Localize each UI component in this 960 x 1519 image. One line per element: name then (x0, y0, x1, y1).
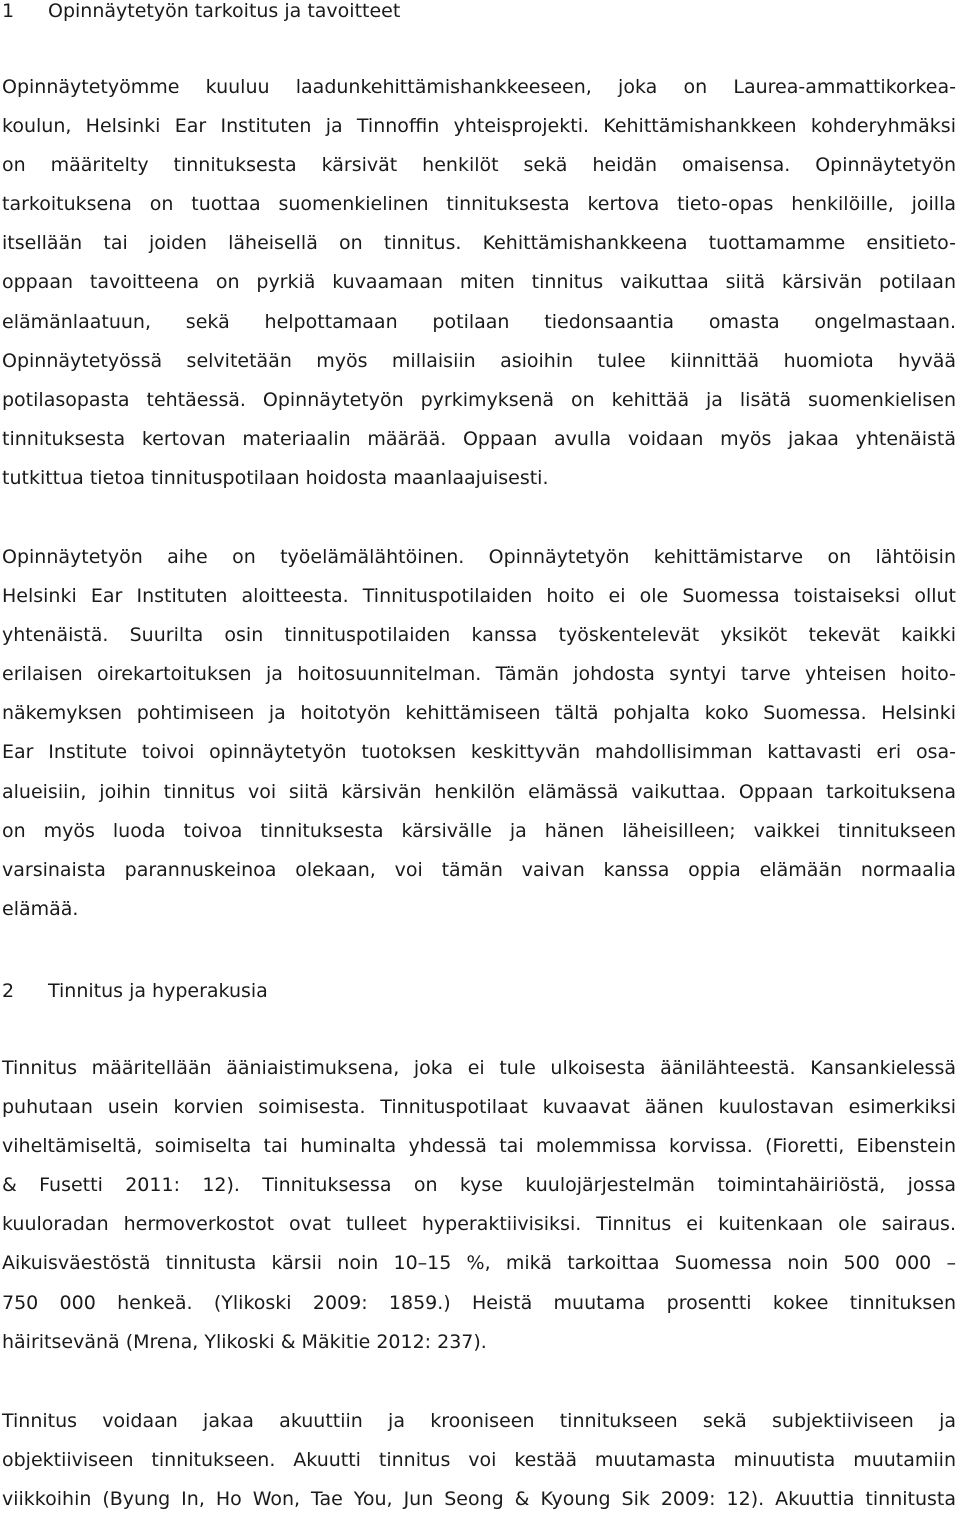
section-2-title: Tinnitus ja hyperakusia (48, 980, 268, 1002)
paragraph-line: yhtenäistä. Suurilta osin tinnituspotilaiden kanssa työskentelevät yksiköt tekevät kaikki (2, 624, 956, 647)
paragraph-line: tutkittua tietoa tinnituspotilaan hoidosta maanlaajuisesti. (2, 466, 549, 489)
paragraph-line: häiritsevänä (Mrena, Ylikoski & Mäkitie 2012: 237). (2, 1330, 487, 1353)
paragraph-line: koulun, Helsinki Ear Instituten ja Tinnoffin yhteisprojekti. Kehittämishankkeen kohderyhmäksi (2, 115, 956, 138)
paragraph-line: Opinnäytetyön aihe on työelämälähtöinen. Opinnäytetyön kehittämistarve on lähtöisin (2, 546, 956, 568)
paragraph-line: objektiiviseen tinnitukseen. Akuutti tinnitus voi kestää muutamasta minuutista muutamiin (2, 1449, 956, 1472)
section-2-number: 2 (2, 980, 15, 1002)
paragraph-line: Aikuisväestöstä tinnitusta kärsii noin 10–15 %, mikä tarkoittaa Suomessa noin 500 000 – (2, 1252, 956, 1275)
section-1-heading (2, 0, 400, 26)
paragraph-line: itsellään tai joiden läheisellä on tinnitus. Kehittämishankkeena tuottamamme ensitieto- (2, 232, 956, 255)
paragraph-line: on määritelty tinnituksesta kärsivät henkilöt sekä heidän omaisensa. Opinnäytetyön (2, 154, 956, 177)
paragraph-line: alueisiin, joihin tinnitus voi siitä kärsivän henkilön elämässä vaikuttaa. Oppaan tarkoituksena (2, 780, 956, 803)
paragraph-line: Opinnäytetyössä selvitetään myös millaisiin asioihin tulee kiinnittää huomiota hyvää (2, 349, 956, 372)
paragraph-line: Helsinki Ear Instituten aloitteesta. Tinnituspotilaiden hoito ei ole Suomessa toistaiseksi ollut (2, 585, 956, 608)
paragraph-line: näkemyksen pohtimiseen ja hoitotyön kehittämiseen tältä pohjalta koko Suomessa. Helsinki (2, 702, 956, 725)
paragraph-line: Ear Institute toivoi opinnäytetyön tuotoksen keskittyvän mahdollisimman kattavasti eri osa- (2, 741, 956, 764)
paragraph-line: viikkoihin (Byung In, Ho Won, Tae You, Jun Seong & Kyoung Sik 2009: 12). Akuuttia tinnitusta (2, 1488, 956, 1511)
paragraph-line: elämää. (2, 897, 79, 920)
paragraph-line: Tinnitus voidaan jakaa akuuttiin ja krooniseen tinnitukseen sekä subjektiiviseen ja (2, 1410, 956, 1432)
paragraph-line: tarkoituksena on tuottaa suomenkielinen tinnituksesta kertova tieto-opas henkilöille, joilla (2, 193, 956, 216)
paragraph-line: kuuloradan hermoverkostot ovat tulleet hyperaktiivisiksi. Tinnitus ei kuitenkaan ole sairaus. (2, 1213, 956, 1236)
paragraph-line: Tinnitus määritellään ääniaistimuksena, joka ei tule ulkoisesta äänilähteestä. Kansankielessä (2, 1057, 956, 1079)
paragraph-line: viheltämiseltä, soimiselta tai huminalta yhdessä tai molemmissa korvissa. (Fioretti, Eibenstein (2, 1135, 956, 1158)
section-1-title: Opinnäytetyön tarkoitus ja tavoitteet (48, 0, 401, 22)
paragraph-line: puhutaan usein korvien soimisesta. Tinnituspotilaat kuvaavat äänen kuulostavan esimerkiksi (2, 1096, 956, 1119)
paragraph-line: elämänlaatuun, sekä helpottamaan potilaan tiedonsaantia omasta ongelmastaan. (2, 310, 956, 333)
paragraph-line: varsinaista parannuskeinoa olekaan, voi tämän vaivan kanssa oppia elämään normaalia (2, 858, 956, 881)
section-1-number: 1 (2, 0, 15, 22)
paragraph-line: potilasopasta tehtäessä. Opinnäytetyön pyrkimyksenä on kehittää ja lisätä suomenkielisen (2, 388, 956, 411)
paragraph-line: oppaan tavoitteena on pyrkiä kuvaamaan miten tinnitus vaikuttaa siitä kärsivän potilaan (2, 271, 956, 294)
paragraph-4 (2, 1402, 956, 1519)
paragraph-line: on myös luoda toivoa tinnituksesta kärsivälle ja hänen läheisilleen; vaikkei tinnitukseen (2, 819, 956, 842)
paragraph-line: Opinnäytetyömme kuuluu laadunkehittämishankkeeseen, joka on Laurea-ammattikorkea- (2, 76, 956, 98)
paragraph-line: erilaisen oirekartoituksen ja hoitosuunnitelman. Tämän johdosta syntyi tarve yhteisen hoito- (2, 663, 956, 686)
paragraph-line: & Fusetti 2011: 12). Tinnituksessa on kyse kuulojärjestelmän toimintahäiriöstä, jossa (2, 1174, 956, 1197)
paragraph-2 (2, 538, 956, 929)
section-2-heading (2, 976, 268, 1006)
paragraph-line: tinnituksesta kertovan materiaalin määrää. Oppaan avulla voidaan myös jakaa yhtenäistä (2, 427, 956, 450)
paragraph-line: 750 000 henkeä. (Ylikoski 2009: 1859.) Heistä muutama prosentti kokee tinnituksen (2, 1291, 956, 1314)
paragraph-1 (2, 68, 956, 498)
paragraph-3 (2, 1049, 956, 1362)
